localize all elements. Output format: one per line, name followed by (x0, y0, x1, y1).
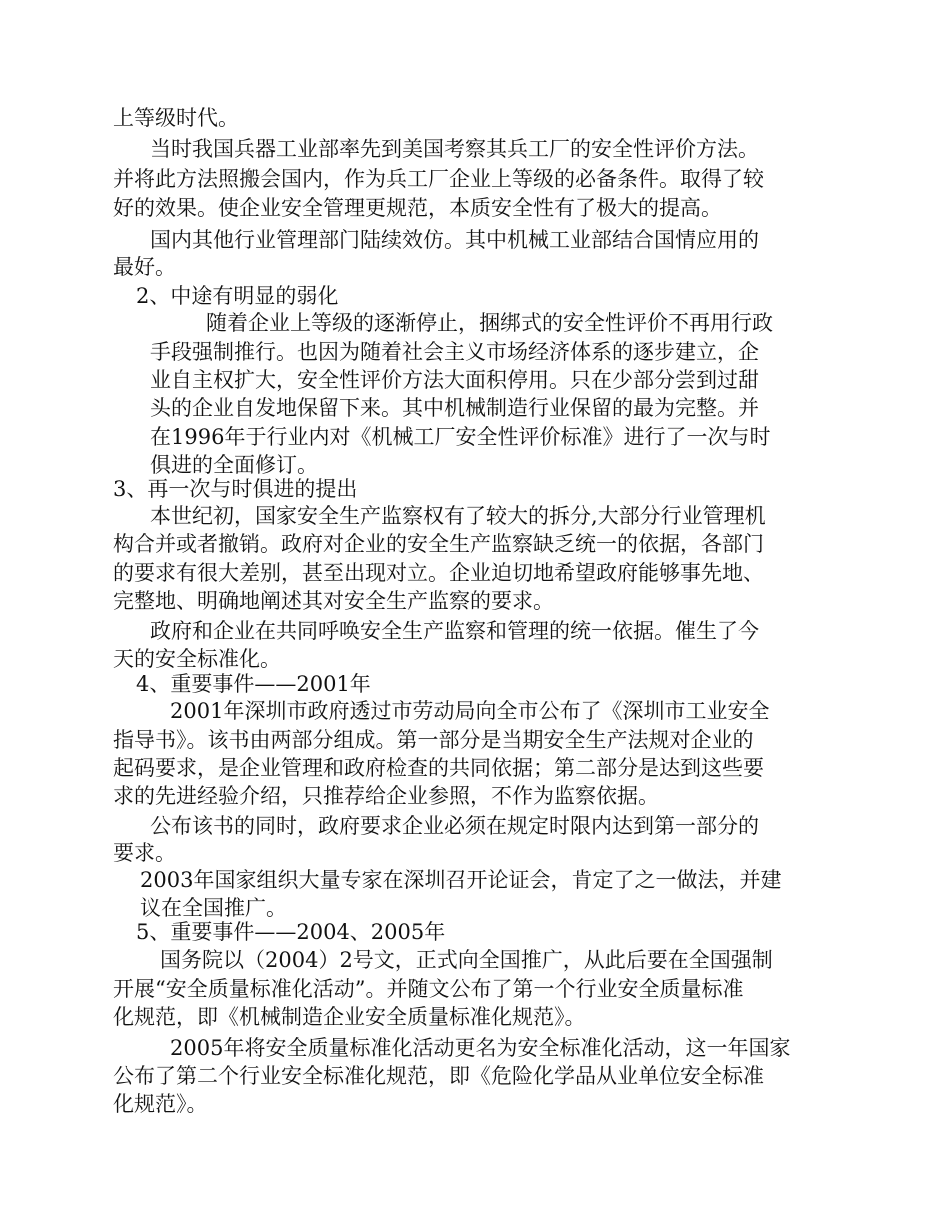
text-line-33: 化规范，即《机械制造企业安全质量标准化规范》。 (113, 1005, 586, 1029)
text-line-23: 指导书》。该书由两部分组成。第一部分是当期安全生产法规对企业的 (113, 728, 754, 752)
section-heading-3: 3、再一次与时俱进的提出 (113, 477, 358, 501)
text-line-2: 当时我国兵器工业部率先到美国考察其兵工厂的安全性评价方法。 (150, 137, 759, 161)
text-line-27: 要求。 (113, 841, 176, 865)
text-line-31: 国务院以（2004）2号文，正式向全国推广，从此后要在全国强制 (160, 948, 773, 972)
text-line-34: 2005年将安全质量标准化活动更名为安全标准化活动，这一年国家 (170, 1036, 791, 1060)
text-line-11: 头的企业自发地保留下来。其中机械制造行业保留的最为完整。并 (150, 396, 759, 420)
text-line-18: 完整地、明确地阐述其对安全生产监察的要求。 (113, 589, 554, 613)
text-line-17: 的要求有很大差别，甚至出现对立。企业迫切地希望政府能够事先地、 (113, 561, 764, 585)
section-heading-5: 5、重要事件——2004、2005年 (136, 920, 446, 944)
text-line-25: 求的先进经验介绍，只推荐给企业参照，不作为监察依据。 (113, 784, 659, 808)
text-line-4: 好的效果。使企业安全管理更规范，本质安全性有了极大的提高。 (113, 196, 722, 220)
text-line-1: 上等级时代。 (113, 106, 239, 130)
text-line-10: 业自主权扩大，安全性评价方法大面积停用。只在少部分尝到过甜 (150, 368, 759, 392)
text-line-16: 构合并或者撤销。政府对企业的安全生产监察缺乏统一的依据，各部门 (113, 532, 764, 556)
text-line-26: 公布该书的同时，政府要求企业必须在规定时限内达到第一部分的 (150, 814, 759, 838)
text-line-15: 本世纪初，国家安全生产监察权有了较大的拆分,大部分行业管理机 (150, 504, 766, 528)
text-line-3: 并将此方法照搬会国内，作为兵工厂企业上等级的必备条件。取得了较 (113, 167, 764, 191)
text-line-20: 天的安全标准化。 (113, 647, 281, 671)
text-line-6: 最好。 (113, 255, 176, 279)
section-heading-2: 2、中途有明显的弱化 (136, 284, 339, 308)
text-line-12: 在1996年于行业内对《机械工厂安全性评价标准》进行了一次与时 (150, 425, 771, 449)
text-line-5: 国内其他行业管理部门陆续效仿。其中机械工业部结合国情应用的 (150, 228, 759, 252)
text-line-22: 2001年深圳市政府透过市劳动局向全市公布了《深圳市工业安全 (170, 699, 770, 723)
text-line-36: 化规范》。 (113, 1092, 208, 1116)
text-line-35: 公布了第二个行业安全标准化规范，即《危险化学品从业单位安全标准 (113, 1064, 764, 1088)
text-line-9: 手段强制推行。也因为随着社会主义市场经济体系的逐步建立，企 (150, 340, 759, 364)
text-line-19: 政府和企业在共同呼唤安全生产监察和管理的统一依据。催生了今 (150, 619, 759, 643)
text-line-8: 随着企业上等级的逐渐停止，捆绑式的安全性评价不再用行政 (206, 311, 773, 335)
section-heading-4: 4、重要事件——2001年 (136, 672, 371, 696)
text-line-32: 开展“安全质量标准化活动”。并随文公布了第一个行业安全质量标准 (113, 977, 744, 1001)
text-line-29: 议在全国推广。 (140, 896, 287, 920)
text-line-24: 起码要求，是企业管理和政府检查的共同依据；第二部分是达到这些要 (113, 756, 764, 780)
text-line-13: 俱进的全面修订。 (150, 453, 318, 477)
text-line-28: 2003年国家组织大量专家在深圳召开论证会，肯定了之一做法，并建 (140, 868, 782, 892)
